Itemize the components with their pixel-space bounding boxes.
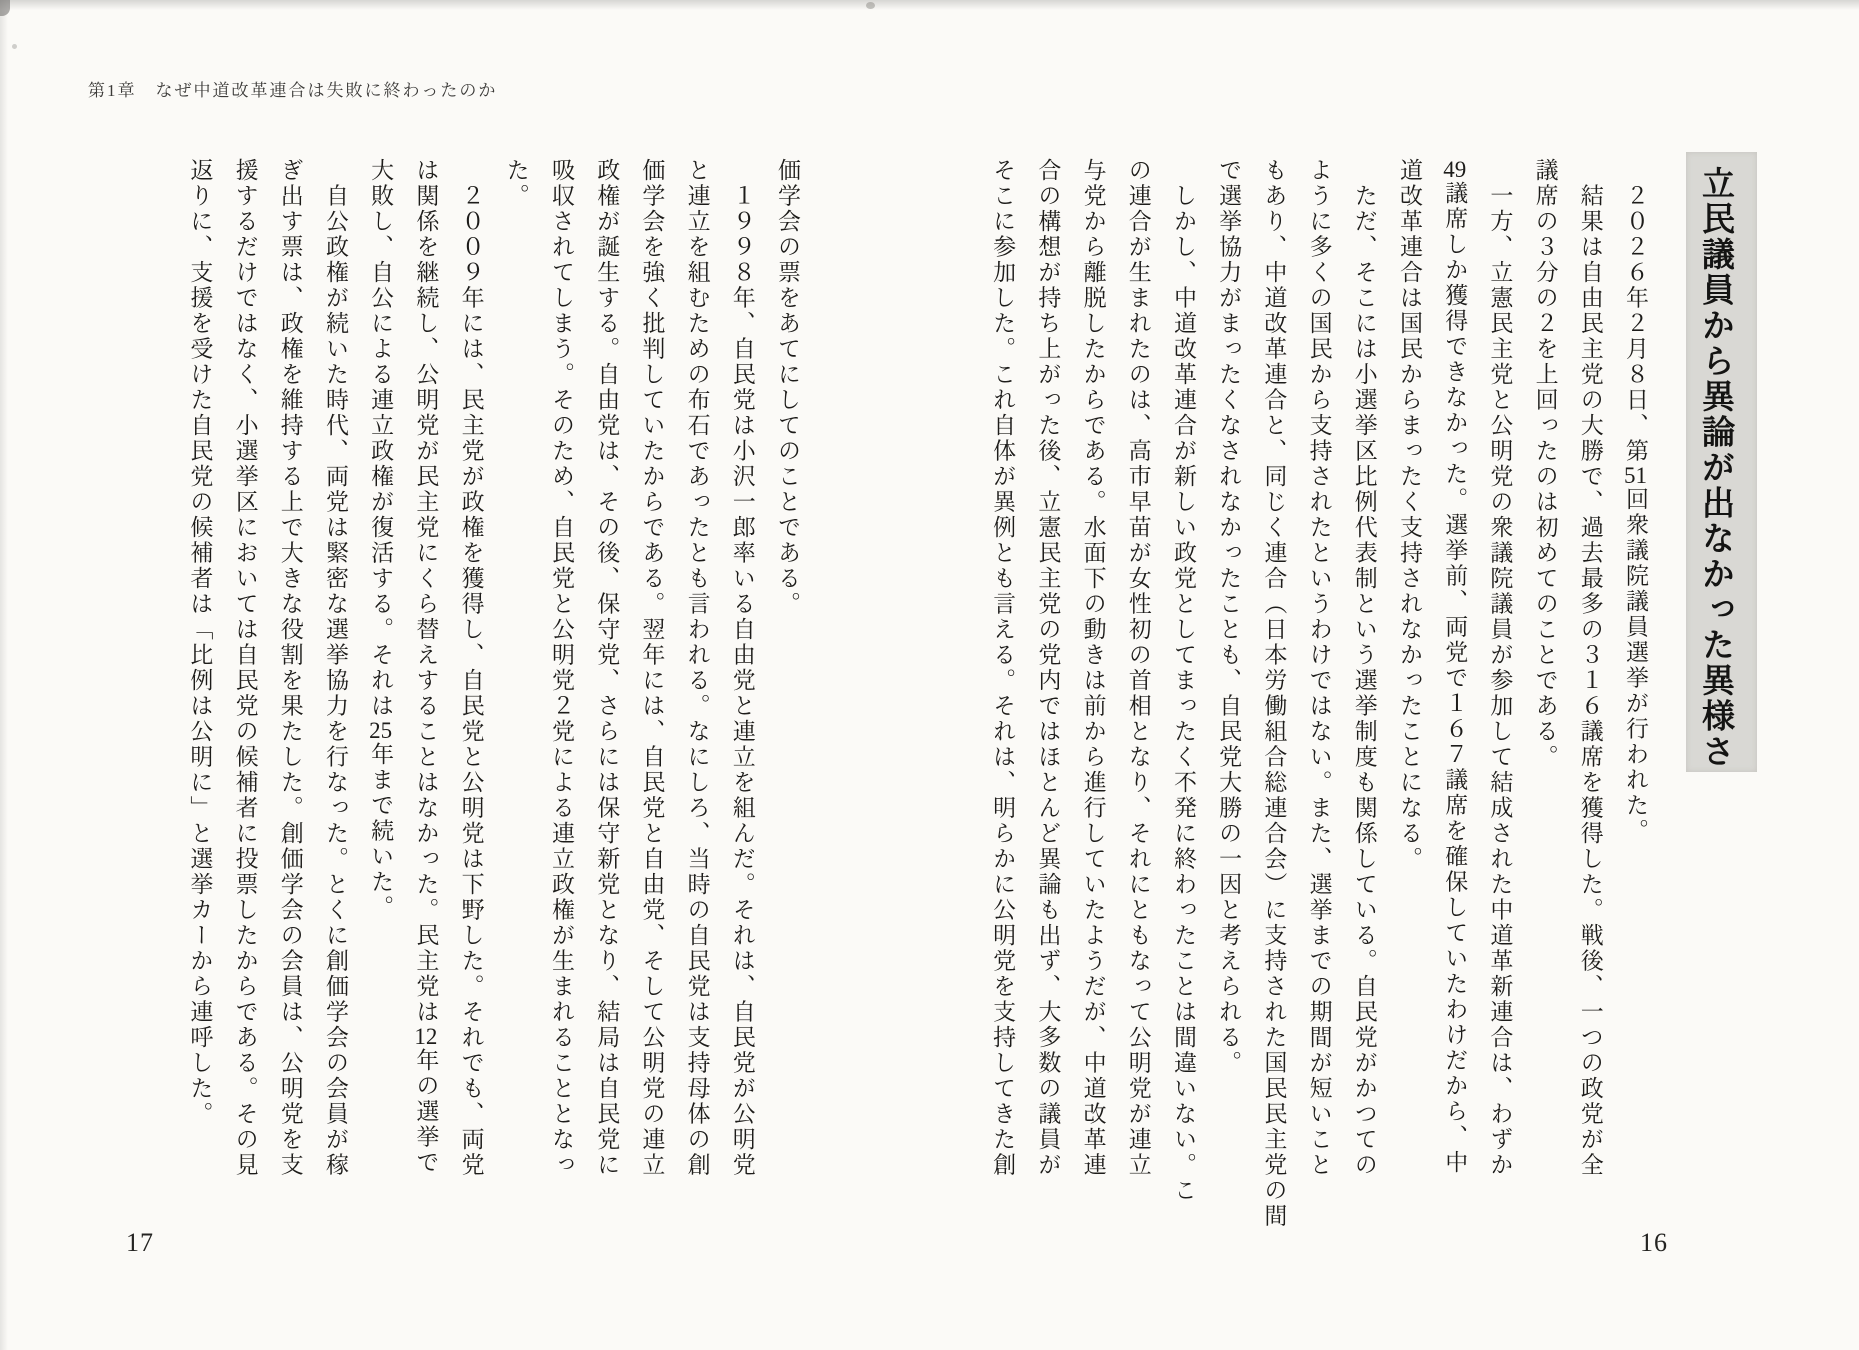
text-column: は関係を継続し、公明党が民主党にくら替えすることはなかった。民主党は12年の選挙で [413, 158, 439, 1176]
section-title: 立民議員から異論が出なかった異様さ [1698, 166, 1735, 770]
text-column: 吸収されてしまう。そのため、自民党と公明党２党による連立政権が生まれることとなっ [548, 158, 574, 1178]
text-column: ただ、そこには小選挙区比例代表制という選挙制度も関係している。自民党がかつての [1351, 158, 1377, 1178]
text-column: ２０２６年２月８日、第51回衆議院議員選挙が行われた。 [1623, 158, 1648, 844]
text-column: 返りに、支援を受けた自民党の候補者は「比例は公明に」と選挙カーから連呼した。 [187, 158, 213, 1127]
text-column: 価学会を強く批判していたからである。翌年には、自民党と自由党、そして公明党の連立 [639, 158, 665, 1178]
text-column: 大敗し、自公による連立政権が復活する。それは25年まで続いた。 [368, 158, 394, 921]
text-column: ２００９年には、民主党が政権を獲得し、自民党と公明党は下野した。それでも、両党 [458, 158, 484, 1178]
scan-artifact [12, 44, 17, 49]
text-column: ぎ出す票は、政権を維持する上で大きな役割を果たした。創価学会の会員は、公明党を支 [277, 158, 303, 1178]
text-column: もあり、中道改革連合と、同じく連合（日本労働組合総連合会）に支持された国民民主党の間 [1261, 158, 1287, 1229]
page-number-left: 17 [126, 1228, 154, 1257]
text-column: 一方、立憲民主党と公明党の衆議院議員が参加して結成された中道革新連合は、わずか [1487, 158, 1513, 1178]
chapter-header: 第1章 なぜ中道改革連合は失敗に終わったのか [88, 81, 498, 100]
left-page-body [176, 158, 810, 1218]
text-column: 政権が誕生する。自由党は、その後、保守党、さらには保守新党となり、結局は自民党に [594, 158, 620, 1178]
text-column: そこに参加した。これ自体が異例とも言える。それは、明らかに公明党を支持してきた創 [990, 158, 1016, 1178]
text-column: と連立を組むための布石であったとも言われる。なにしろ、当時の自民党は支持母体の創 [684, 158, 710, 1178]
text-column: の連合が生まれたのは、高市早苗が女性初の首相となり、それにともなって公明党が連立 [1125, 158, 1151, 1178]
text-column: で選挙協力がまったくなされなかったことも、自民党大勝の一因と考えられる。 [1216, 158, 1242, 1076]
text-column: 価学会の票をあてにしてのことである。 [775, 158, 800, 617]
text-column: 議席の３分の２を上回ったのは初めてのことである。 [1532, 158, 1558, 770]
text-column: た。 [503, 158, 529, 209]
page-number-right: 16 [1640, 1228, 1668, 1257]
scan-edge-shadow-left [0, 0, 8, 1350]
text-column: 援するだけではなく、小選挙区においては自民党の候補者に投票したからである。その見 [232, 158, 258, 1178]
text-column: 道改革連合は国民からまったく支持されなかったことになる。 [1396, 158, 1422, 872]
text-column: 49議席しか獲得できなかった。選挙前、両党で１６７議席を確保していたわけだから、中 [1442, 158, 1468, 1176]
right-page-body [980, 158, 1658, 1229]
text-column: 合の構想が持ち上がった後、立憲民主党の党内ではほとんど異論も出ず、大多数の議員が [1035, 158, 1061, 1178]
text-column: しかし、中道改革連合が新しい政党としてまったく不発に終わったことは間違いない。こ [1170, 158, 1196, 1204]
text-column: ように多くの国民から支持されたというわけではない。また、選挙までの期間が短いこと [1306, 158, 1332, 1178]
scan-artifact [0, 0, 10, 16]
text-column: 自公政権が続いた時代、両党は緊密な選挙協力を行なった。とくに創価学会の会員が稼 [322, 158, 348, 1178]
text-column: 結果は自由民主党の大勝で、過去最多の３１６議席を獲得した。戦後、一つの政党が全 [1577, 158, 1603, 1178]
text-column: 与党から離脱したからである。水面下の動きは前から進行していたようだが、中道改革連 [1080, 158, 1106, 1178]
text-column: １９９８年、自民党は小沢一郎率いる自由党と連立を組んだ。それは、自民党が公明党 [729, 158, 755, 1178]
scan-artifact [866, 2, 875, 9]
scan-edge-shadow-top [0, 0, 1859, 10]
